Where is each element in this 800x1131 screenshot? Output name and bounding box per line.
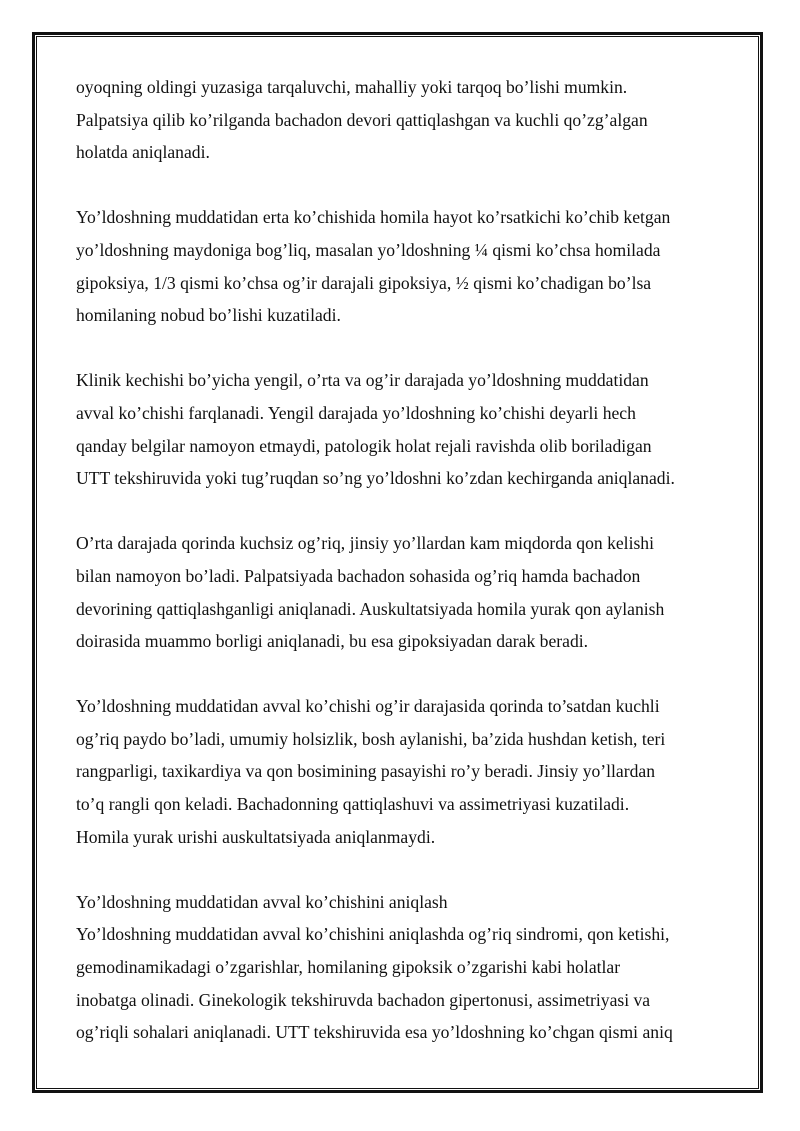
paragraph-1 — [76, 71, 726, 169]
text-line: bilan namoyon bo’ladi. Palpatsiyada bachadon sohasida og’riq hamda bachadon — [76, 565, 641, 586]
paragraph-3 — [76, 364, 726, 494]
text-line: doirasida muammo borligi aniqlanadi, bu esa gipoksiyadan darak beradi. — [76, 631, 589, 652]
text-line: og’riqli sohalari aniqlanadi. UTT tekshiruvida esa yo’ldoshning ko’chgan qismi aniq — [76, 1022, 673, 1043]
text-line: oyoqning oldingi yuzasiga tarqaluvchi, mahalliy yoki tarqoq bo’lishi mumkin. — [76, 77, 628, 97]
paragraph-final — [76, 918, 726, 1048]
text-line: Yo’ldoshning muddatidan avval ko’chishi og’ir darajasida qorinda to’satdan kuchli — [76, 696, 660, 717]
heading-text: Yo’ldoshning muddatidan avval ko’chishini aniqlash — [76, 891, 448, 912]
text-line: Yo’ldoshning muddatidan avval ko’chishini aniqlashda og’riq sindromi, qon ketishi, — [76, 924, 670, 945]
text-line: avval ko’chishi farqlanadi. Yengil darajada yo’ldoshning ko’chishi deyarli hech — [76, 402, 636, 423]
text-line: devorining qattiqlashganligi aniqlanadi. Auskultatsiyada homila yurak qon aylanish — [76, 598, 665, 619]
text-line: UTT tekshiruvida yoki tug’ruqdan so’ng yo’ldoshni ko’zdan kechirganda aniqlanadi. — [76, 468, 675, 489]
paragraph-2 — [76, 201, 726, 331]
text-line: gipoksiya, 1/3 qismi ko’chsa og’ir darajali gipoksiya, ½ qismi ko’chadigan bo’lsa — [76, 272, 652, 293]
text-line: holatda aniqlanadi. — [76, 142, 210, 163]
text-line: to’q rangli qon keladi. Bachadonning qattiqlashuvi va assimetriyasi kuzatiladi. — [76, 794, 630, 815]
paragraph-5 — [76, 690, 726, 853]
text-line: inobatga olinadi. Ginekologik tekshiruvda bachadon gipertonusi, assimetriyasi va — [76, 989, 651, 1010]
text-line: O’rta darajada qorinda kuchsiz og’riq, jinsiy yo’llardan kam miqdorda qon kelishi — [76, 533, 654, 554]
text-line: Klinik kechishi bo’yicha yengil, o’rta va og’ir darajada yo’ldoshning muddatidan — [76, 370, 649, 391]
text-line: og’riq paydo bo’ladi, umumiy holsizlik, bosh aylanishi, ba’zida hushdan ketish, teri — [76, 728, 666, 749]
section-heading — [76, 886, 726, 919]
document-body — [76, 71, 726, 1049]
text-line: gemodinamikadagi o’zgarishlar, homilaning gipoksik o’zgarishi kabi holatlar — [76, 957, 621, 978]
text-line: homilaning nobud bo’lishi kuzatiladi. — [76, 305, 341, 326]
text-line: Palpatsiya qilib ko’rilganda bachadon devori qattiqlashgan va kuchli qo’zg’algan — [76, 109, 648, 130]
text-line: Homila yurak urishi auskultatsiyada aniqlanmaydi. — [76, 826, 436, 847]
text-line: rangparligi, taxikardiya va qon bosimining pasayishi ro’y beradi. Jinsiy yo’llardan — [76, 761, 655, 782]
text-line: Yo’ldoshning muddatidan erta ko’chishida homila hayot ko’rsatkichi ko’chib ketgan — [76, 207, 671, 228]
paragraph-4 — [76, 527, 726, 657]
text-line: qanday belgilar namoyon etmaydi, patologik holat rejali ravishda olib boriladigan — [76, 435, 652, 456]
text-line: yo’ldoshning maydoniga bog’liq, masalan yo’ldoshning ¼ qismi ko’chsa homilada — [76, 239, 661, 260]
